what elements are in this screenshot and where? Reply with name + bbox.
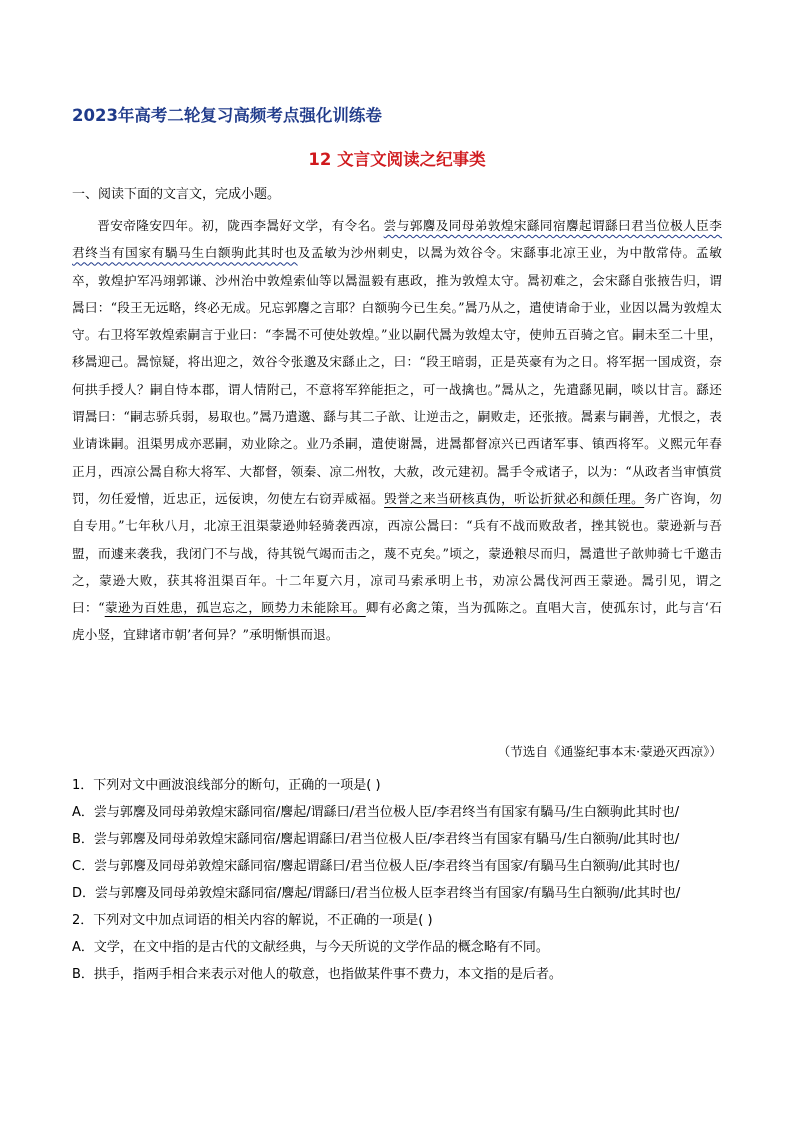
passage-paragraph [72, 212, 722, 649]
passage-underline-2: 蒙逊为百姓患，孤岂忘之，顾势力未能除耳。 [104, 600, 366, 616]
passage-text-end: 卿有必禽之策，当为孤陈之。直唱大言，使孤东讨，此与言‘石虎小竖，宜肆诸市朝’者何异？”承明惭惧而退。 [72, 600, 722, 643]
question-list [72, 772, 752, 988]
classical-passage [72, 212, 722, 649]
passage-source: （节选自《通鉴纪事本末·蒙逊灭西凉》） [497, 744, 722, 759]
passage-text-main: 及孟敏为沙州刺史，以暠为效谷令。宋繇事北凉王业，为中散常侍。孟敏卒，敦煌护军冯翊郭谦、沙州治中敦煌索仙等以暠温毅有惠政，推为敦煌太守。暠初难之，会宋繇自张掖告归，谓暠曰：“段王无远略，终必无成。兄忘郭麐之言耶？白额驹今已生矣。”暠乃从之，遣使请命于业，业因以暠为敦煌太守。右卫将军敦煌索嗣言于业曰：“李暠不可使处敦煌。”业以嗣代暠为敦煌太守，使帅五百骑之官。嗣未至二十里，移暠迎己。暠惊疑，将出迎之，效谷令张邈及宋繇止之，曰：“段王暗弱，正是英豪有为之日。将军据一国成资，奈何拱手授人？嗣自恃本郡，谓人情附己，不意将军猝能拒之，可一战擒也。”暠从之，先遣繇见嗣，啖以甘言。繇还谓暠曰：“嗣志骄兵弱，易取也。”暠乃遣邈、繇与其二子歆、让逆击之，嗣败走，还张掖。暠素与嗣善，尤恨之，表业请诛嗣。沮渠男成亦恶嗣，劝业除之。业乃杀嗣，遣使谢暠，进暠都督凉兴已西诸军事、镇西将军。义熙元年春正月，西凉公暠自称大将军、大都督，领秦、凉二州牧，大赦，改元建初。暠手令戒诸子，以为：“从政者当审慎赏罚，勿任爱憎，近忠正，远佞谀，勿使左右窃弄威福。 [72, 245, 723, 506]
question-1-option-b: B．尝与郭麐及同母弟敦煌宋繇同宿/麐起谓繇曰/君当位极人臣/李君终当有国家有騧马/生白额驹/此其时也/ [72, 832, 680, 847]
question-2-option-a: A．文学，在文中指的是古代的文献经典，与今天所说的文学作品的概念略有不同。 [72, 940, 549, 955]
question-1-option-c: C．尝与郭麐及同母弟敦煌宋繇同宿/麐起谓繇曰/君当位极人臣/李君终当有国家/有騧马生白额驹/此其时也/ [72, 859, 680, 874]
question-1-option-d: D．尝与郭麐及同母弟敦煌宋繇同宿/麐起/谓繇曰/君当位极人臣李君终当有国家/有騧马生白额驹/此其时也/ [72, 886, 681, 901]
passage-text-mid: 务广咨询，勿自专用。”七年秋八月，北凉王沮渠蒙逊帅轻骑袭西凉，西凉公暠曰：“兵有不战而败敌者，挫其锐也。蒙逊新与吾盟，而遽来袭我，我闭门不与战，待其锐气竭而击之，蔑不克矣。”顷之，蒙逊粮尽而归，暠遣世子歆帅骑七千邀击之，蒙逊大败，获其将沮渠百年。十二年夏六月，凉司马索承明上书，劝凉公暠伐河西王蒙逊。暠引见，谓之曰：“ [72, 490, 722, 616]
section-heading: 一、阅读下面的文言文，完成小题。 [72, 187, 281, 202]
document-title: 2023年高考二轮复习高频考点强化训练卷 [72, 106, 382, 125]
question-2-option-b: B．拱手，指两手相合来表示对他人的敬意，也指做某件事不费力，本文指的是后者。 [72, 967, 562, 982]
question-1-stem: 1．下列对文中画波浪线部分的断句，正确的一项是( ) [72, 778, 381, 793]
passage-underline-1: 毁誉之来当研核真伪，听讼折狱必和颜任理。 [384, 490, 645, 506]
question-1-option-a: A．尝与郭麐及同母弟敦煌宋繇同宿/麐起/谓繇曰/君当位极人臣/李君终当有国家有騧马/生白额驹此其时也/ [72, 805, 680, 820]
document-subtitle: 12 文言文阅读之纪事类 [308, 150, 486, 169]
passage-wavy-underline: 尝与郭麐及同母弟敦煌宋繇同宿麐起谓繇曰君当位极人臣李君终当有国家有騧马生白额驹此其时也 [72, 218, 723, 261]
question-2-stem: 2．下列对文中加点词语的相关内容的解说，不正确的一项是( ) [72, 913, 433, 928]
passage-text-intro: 晋安帝隆安四年。初，陇西李暠好文学，有令名。 [97, 218, 384, 233]
